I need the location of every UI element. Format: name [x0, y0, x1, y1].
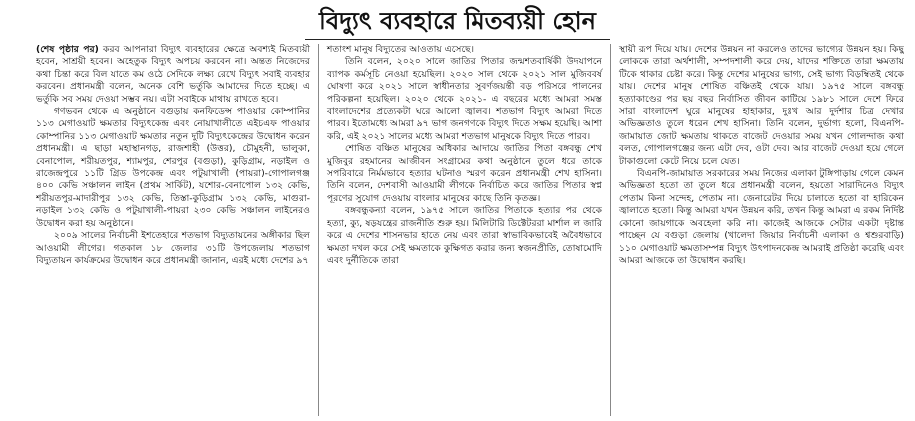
- column-3: [610, 44, 904, 416]
- paragraph: বঙ্গবন্ধুকন্যা বলেন, ১৯৭৫ সালে জাতির পিতাকে হত্যার পর থেকে হত্যা, ক্যু, ষড়যন্ত্রের রাজনীতি শুরু হয়। মিলিটারি ডিক্টেটররা মার্শাল ল জারি করে এ দেশের শাসনভার হাতে নেয় এবং তারা স্বাভাবিকভাবেই অবৈধভাবে ক্ষমতা দখল করে সেই ক্ষমতাকে কুক্ষিগত করার জন্য স্বজনপ্রীতি, তোষামোদি এবং দুর্নীতিকে তারা: [327, 205, 602, 266]
- column-2: [318, 44, 610, 416]
- paragraph: স্থায়ী রূপ দিয়ে যায়। দেশের উন্নয়ন না করলেও তাদের ভাগ্যের উন্নয়ন হয়। কিছু লোককে তারা অর্থশালী, সম্পদশালী করে দেয়, যাদের শক্তিতে তারা ক্ষমতায় টিকে থাকার চেষ্টা করে। কিন্তু দেশের মানুষের ভাগ্য, সেই ভাগ্য বিড়ম্বিতই থেকে যায়। দেশের মানুষ শোষিত বঞ্চিতই থেকে যায়। ১৯৭৫ সালে বঙ্গবন্ধু হত্যাকাণ্ডের পর ছয় বছর নির্বাসিত জীবন কাটিয়ে ১৯৮১ সালে দেশে ফিরে সারা বাংলাদেশ ঘুরে মানুষের হাহাকার, দুঃখ আর দুর্দশার চিত্র দেখার অভিজ্ঞতাও তুলে ধরেন শেখ হাসিনা। তিনি বলেন, দুর্ভাগ্য হলো, বিএনপি-জামায়াত জোট ক্ষমতায় থাকতে বাজেট দেওয়ার সময় যখন গোলন্দাজ কথা বলত, গোপালগঞ্জের জন্য এটা দেব, ওটা দেব। আর বাজেট দেওয়া হয়ে গেলে টাকাগুলো কেটে নিয়ে চলে যেত।: [619, 44, 904, 167]
- paragraph: ২০০৯ সালের নির্বাচনী ইশতেহারে শতভাগ বিদ্যুতায়নের অঙ্গীকার ছিল আওয়ামী লীগের। গতকাল ১৮ জেলার ৩১টি উপজেলায় শতভাগ বিদ্যুতায়ন কার্যক্রমের উদ্বোধন করে প্রধানমন্ত্রী জানান, এরই মধ্যে দেশের ৯৭: [36, 230, 310, 266]
- paragraph: তিনি বলেন, ২০২০ সালে জাতির পিতার জন্মশতবার্ষিকী উদযাপনে ব্যাপক কর্মসূচি নেওয়া হয়েছিল। ২০২০ সাল থেকে ২০২১ সাল মুজিববর্ষ ঘোষণা করে ২০২১ সালে স্বাধীনতার সুবর্ণজয়ন্তী বড় পরিসরে পালনের পরিকল্পনা হয়েছিল। ২০২০ থেকে ২০২১- এ বছরের মধ্যে আমরা সমস্ত বাংলাদেশের প্রত্যেকটা ঘরে আলো জ্বালব। শতভাগ বিদ্যুৎ আমরা দিতে পারব। ইতোমধ্যে আমরা ৯৭ ভাগ জনগণকে বিদ্যুৎ দিতে সক্ষম হয়েছি। আশা করি, এই ২০২১ সালের মধ্যে আমরা শতভাগ মানুষকে বিদ্যুৎ দিতে পারব।: [327, 56, 602, 142]
- paragraph: গণভবন থেকে এ অনুষ্ঠানে বগুড়ায় কনফিডেন্স পাওয়ার কোম্পানির ১১৩ মেগাওয়াট ক্ষমতার বিদ্যুৎকেন্দ্র এবং নোয়াখালীতে এইচএফ পাওয়ার কোম্পানির ১১৩ মেগাওয়াট ক্ষমতার নতুন দুটি বিদ্যুৎকেন্দ্রের উদ্বোধন করেন প্রধানমন্ত্রী। এ ছাড়া মহাস্থানগড়, রাজশাহী (উত্তর), চৌমুহনী, ভালুকা, বেনাপোল, শরীয়তপুর, শ্যামপুর, শেরপুর (বগুড়া), কুড়িগ্রাম, নড়াইল ও রাজেন্দ্রপুরে ১১টি গ্রিড উপকেন্দ্র এবং পটুয়াখালী (পায়রা)-গোপালগঞ্জ ৪০০ কেভি সঞ্চালন লাইন (প্রথম সার্কিট), যশোর-বেনাপোল ১৩২ কেভি, শরীয়তপুর-মাদারীপুর ১৩২ কেভি, তিস্তা-কুড়িগ্রাম ১৩২ কেভি, মাগুরা-নড়াইল ১৩২ কেভি ও পটুয়াখালী-পায়রা ২৩০ কেভি সঞ্চালন লাইনেরও উদ্বোধন করা হয় অনুষ্ঠানে।: [36, 106, 310, 229]
- headline: বিদ্যুৎ ব্যবহারে মিতব্যয়ী হোন: [305, 6, 610, 40]
- paragraph-text: করব আপনারা বিদ্যুৎ ব্যবহারের ক্ষেত্রে অবশ্যই মিতব্যয়ী হবেন, সাশ্রয়ী হবেন। অহেতুক বিদ্যুৎ অপচয় করবেন না। অন্তত নিজেদের কথা চিন্তা করে বিল যাতে কম ওঠে সেদিকে লক্ষ্য রেখে বিদ্যুৎ সবাই ব্যবহার করবেন। প্রধানমন্ত্রী বলেন, অনেক বেশি ভর্তুকি আমাদের দিতে হচ্ছে। এ ভর্তুকি সব সময় দেওয়া সম্ভব নয়। এটা সবাইকে মাথায় রাখতে হবে।: [36, 44, 310, 105]
- paragraph: শতাংশ মানুষ বিদ্যুতের আওতায় এসেছে।: [327, 44, 474, 55]
- article-columns: [36, 44, 904, 416]
- paragraph: শোষিত বঞ্চিত মানুষের অধিকার আদায়ে জাতির পিতা বঙ্গবন্ধু শেখ মুজিবুর রহমানের আজীবন সংগ্রামের কথা অনুষ্ঠানে তুলে ধরে তাকে সপরিবারে নির্মমভাবে হত্যার ঘটনাও স্মরণ করেন প্রধানমন্ত্রী শেখ হাসিনা। তিনি বলেন, দেশবাসী আওয়ামী লীগকে নির্বাচিত করে জাতির পিতার স্বপ্ন পূরণের সুযোগ দেওয়ায় বাংলার মানুষের কাছে তিনি কৃতজ্ঞ।: [327, 143, 602, 204]
- headline-wrap: [0, 6, 915, 40]
- paragraph: [36, 44, 310, 106]
- lead-tag: (শেষ পৃষ্ঠার পর): [36, 44, 99, 55]
- paragraph: বিএনপি-জামায়াত সরকারের সময় নিজের এলাকা টুঙ্গিপাড়ায় গেলে কেমন অভিজ্ঞতা হতো তা তুলে ধরে প্রধানমন্ত্রী বলেন, হয়তো সারাদিনেও বিদ্যুৎ পেতাম কিনা সন্দেহ, পেতাম না। জেনারেটর দিয়ে চালাতে হতো বা হারিকেন জ্বালাতে হতো। কিন্তু আমরা যখন উন্নয়ন করি, তখন কিন্তু আমরা এ রকম নির্দিষ্ট কোনো জায়গাকে অবহেলা করি না। কাজেই আজকে সেটার একটা দৃষ্টান্ত পাচ্ছেন যে বগুড়া জেলায় (খালেদা জিয়ার নির্বাচনী এলাকা ও শ্বশুরবাড়ি) ১১০ মেগাওয়াট ক্ষমতাসম্পন্ন বিদ্যুৎ উৎপাদনকেন্দ্র আমরাই প্রতিষ্ঠা করেছি এবং আমরা আজকে তা উদ্বোধন করছি।: [619, 168, 904, 266]
- column-1: [36, 44, 318, 416]
